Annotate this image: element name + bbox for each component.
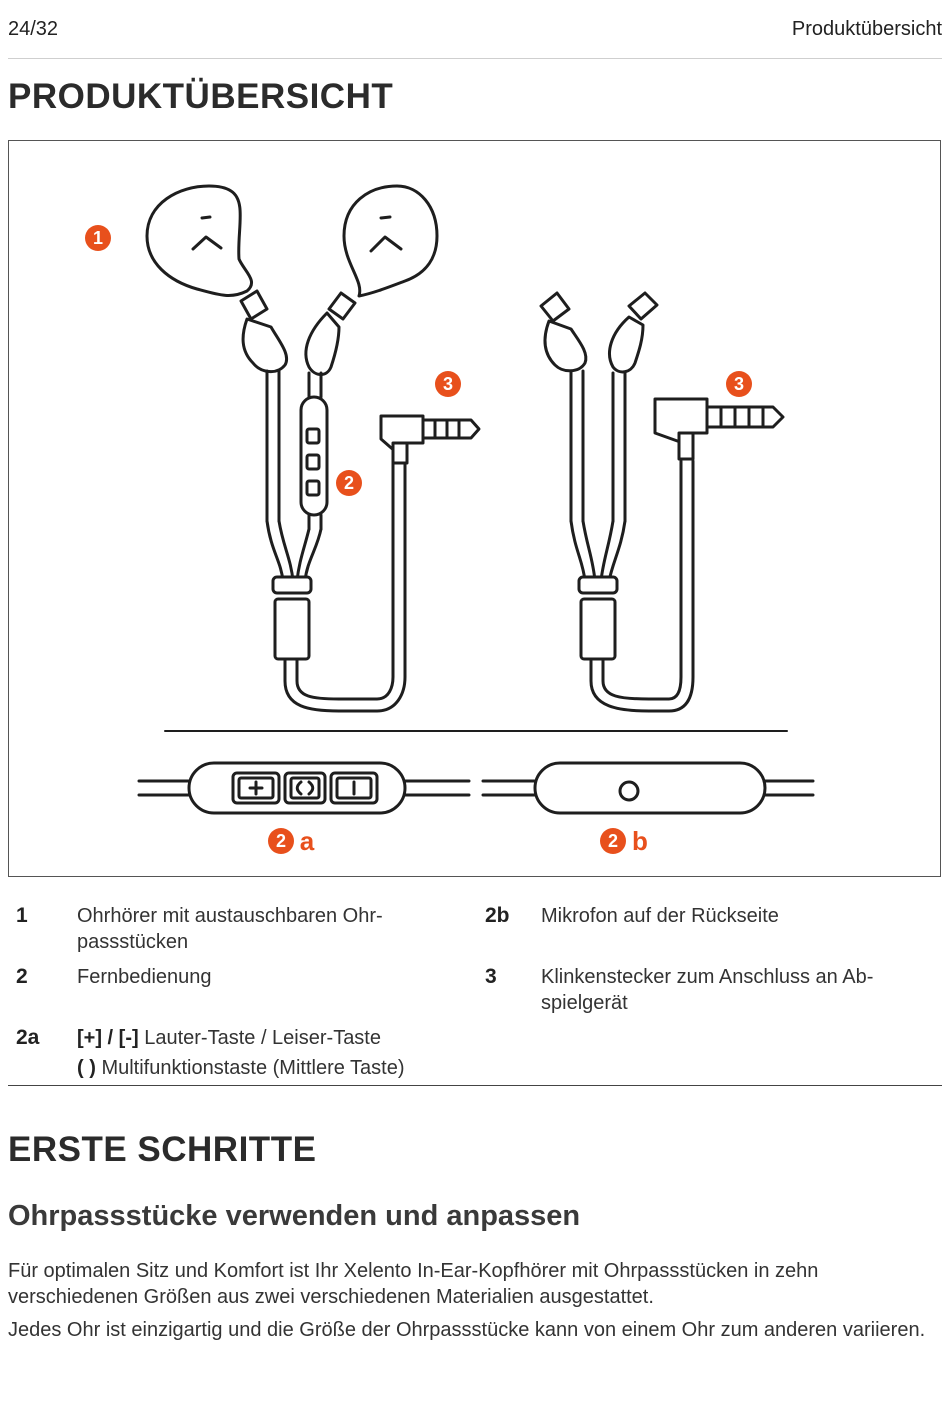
callout-2a-letter: a [299, 826, 315, 856]
callout-1: 1 [92, 228, 104, 248]
paragraph-ear-size: Jedes Ohr ist einzigartig und die Größe der Ohrpassstücke kann von einem Ohr zum anderen variieren. [8, 1319, 926, 1341]
section-title: Produktübersicht [791, 18, 942, 40]
parts-legend: 1 Ohrhörer mit austauschbaren Ohr-passstücken 2 Fernbedienung 2a [+] / [-] Lauter-Taste / Leiser-Taste ( ) Multifunktionstaste (Mittlere Taste) 2b Mikrofon auf der Rückseite 3 Klinkenstecker zum Anschluss an Ab-spielgerät [8, 897, 942, 1086]
callout-2b-number: 2 [607, 831, 619, 851]
earphone-left [147, 186, 287, 521]
earphone-right [301, 186, 437, 529]
earphone-pair-without-remote [541, 293, 693, 711]
overview-title: PRODUKTÜBERSICHT [8, 77, 394, 116]
callout-2: 2 [343, 473, 355, 493]
page-number: 24/32 [8, 18, 59, 40]
product-illustration [8, 140, 941, 877]
section-subtitle: Ohrpassstücke verwenden und anpassen [8, 1200, 581, 1232]
callout-2b-letter: b [632, 826, 648, 856]
page-header [8, 14, 942, 59]
callout-3-left: 3 [442, 374, 454, 394]
callout-2a-number: 2 [275, 831, 287, 851]
callout-3-right: 3 [733, 374, 745, 394]
jack-plug-left [381, 416, 479, 463]
jack-plug-right [655, 399, 783, 459]
remote-back [483, 763, 813, 813]
getting-started-title: ERSTE SCHRITTE [8, 1130, 317, 1169]
paragraph-fit: Für optimalen Sitz und Komfort ist Ihr Xelento In-Ear-Kopfhörer mit Ohrpassstücken in zehn verschiedenen Größen aus zwei verschiedenen Materialien ausgestattet. [8, 1260, 819, 1308]
remote-front [139, 763, 469, 813]
